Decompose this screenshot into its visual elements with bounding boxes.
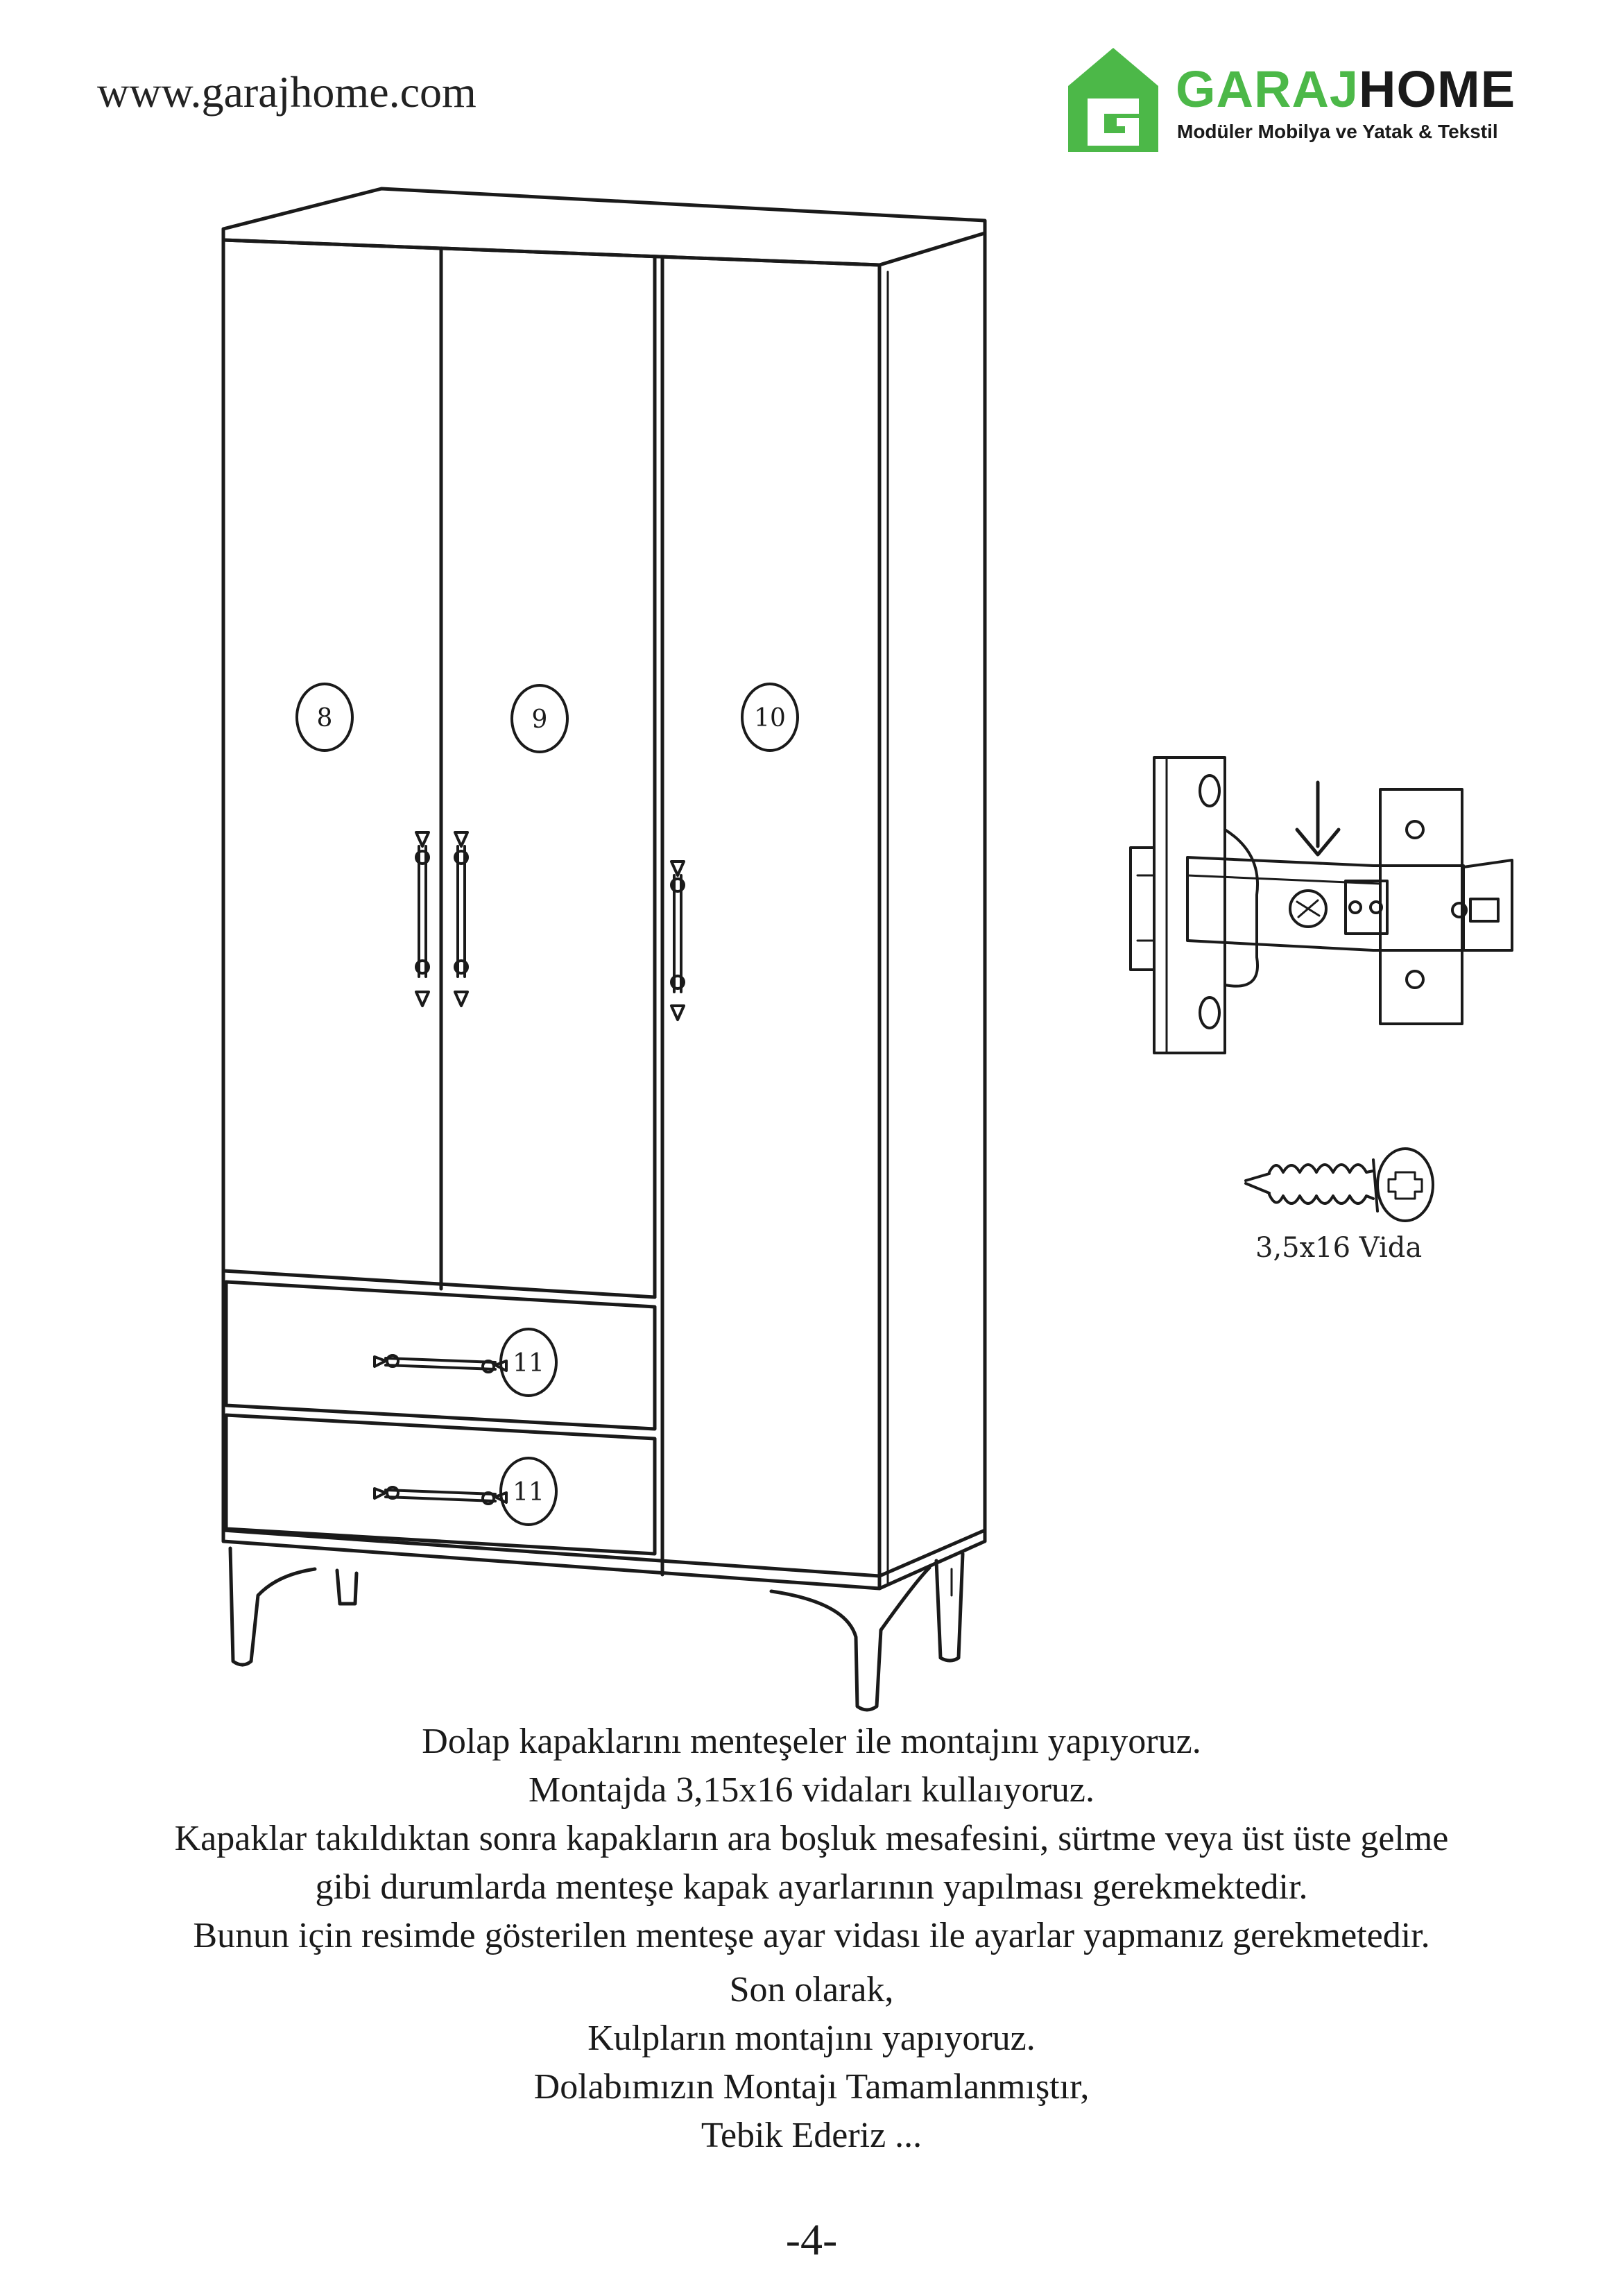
wardrobe-illustration xyxy=(223,189,985,1710)
callout-label-drawer-bottom: 11 xyxy=(513,1478,544,1507)
door-handles xyxy=(375,832,684,1504)
screw-icon xyxy=(1246,1149,1433,1221)
instruction-line: Tebik Ederiz ... xyxy=(701,2116,922,2155)
instruction-line: Bunun için resimde gösterilen menteşe ayar vidası ile ayarlar yapmanız gerekmetedir. xyxy=(193,1916,1430,1955)
callout-label-door-left: 8 xyxy=(316,704,333,733)
brand-name-home: HOME xyxy=(1359,60,1516,118)
screw-label: 3,5x16 Vida xyxy=(1255,1232,1423,1264)
brand-tagline: Modüler Mobilya ve Yatak & Tekstil xyxy=(1177,121,1498,142)
instruction-line: Kulpların montajını yapıyoruz. xyxy=(587,2019,1036,2058)
callout-label-door-right: 10 xyxy=(754,704,786,733)
instruction-line: Kapaklar takıldıktan sonra kapakların ara boşluk mesafesini, sürtme veya üst üste gelme xyxy=(174,1819,1449,1858)
instruction-line: gibi durumlarda menteşe kapak ayarlarının yapılması gerekmektedir. xyxy=(315,1867,1308,1907)
callout-label-door-middle: 9 xyxy=(531,705,548,734)
instruction-line: Dolap kapaklarını menteşeler ile montajını yapıyoruz. xyxy=(422,1722,1201,1761)
instruction-line: Montajda 3,15x16 vidaları kullaıyoruz. xyxy=(529,1770,1094,1810)
instructions-text xyxy=(83,1717,1540,2160)
instruction-line: Dolabımızın Montajı Tamamlanmıştır, xyxy=(533,2067,1090,2107)
brand-name-garaj: GARAJ xyxy=(1176,60,1359,118)
page-number: -4- xyxy=(785,2215,838,2264)
callout-label-drawer-top: 11 xyxy=(513,1349,544,1378)
hinge-illustration xyxy=(1131,757,1512,1053)
instruction-line: Son olarak, xyxy=(729,1970,894,2010)
website-url: www.garajhome.com xyxy=(97,67,476,117)
